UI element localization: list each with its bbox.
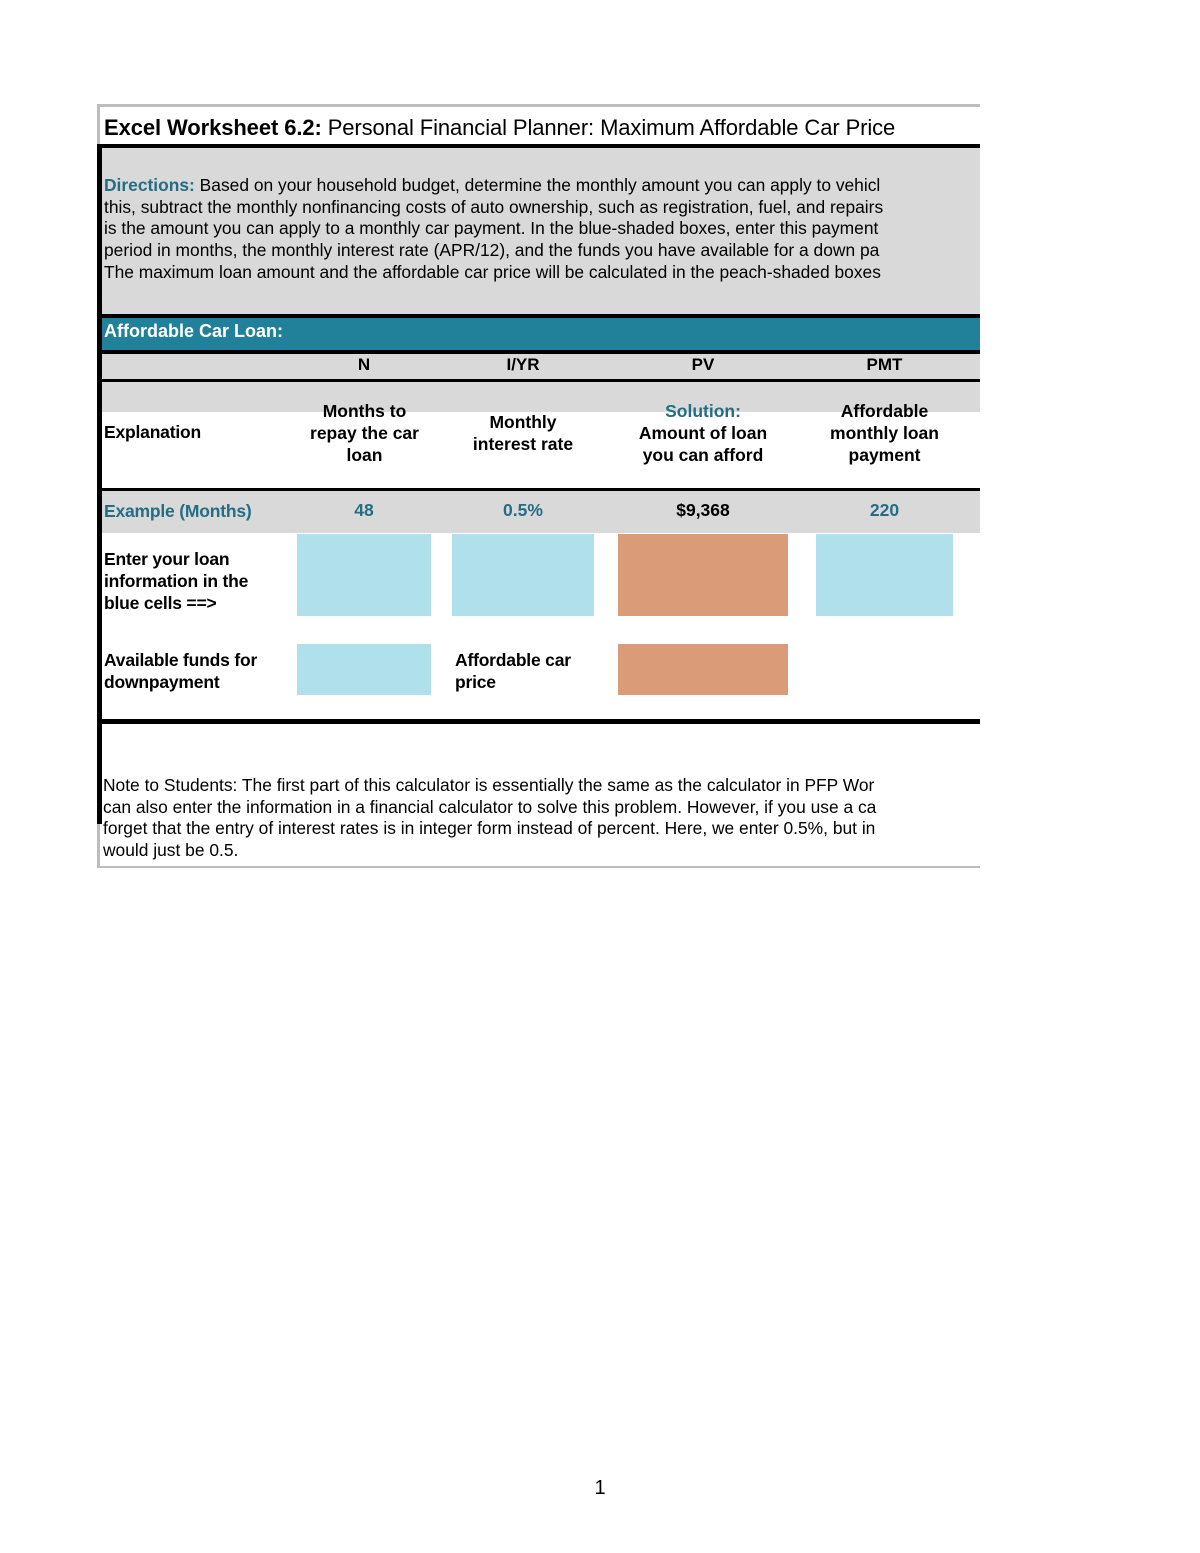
directions-line-4: period in months, the monthly interest rate (APR/12), and the funds you have available for a down pa [104,240,880,261]
car-price-label-line: price [455,672,496,692]
explanation-iyr-line: interest rate [472,434,574,454]
section-label: Affordable Car Loan: [104,321,284,341]
explanation-n-line: Months to [322,401,407,421]
explanation-pv-lead: Solution: [665,401,741,421]
example-pmt-value: 220 [869,500,900,520]
downpayment-label-line: downpayment [104,672,220,692]
page-number: 1 [594,1477,606,1499]
downpayment-label-line: Available funds for [104,650,258,670]
note-line-1: Note to Students: The first part of this calculator is essentially the same as the calculator in PFP Wor [103,775,875,795]
car-price-label-line: Affordable car [455,650,571,670]
example-label: Example (Months) [104,501,252,521]
explanation-iyr-line: Monthly [489,412,557,432]
entry-label-line: blue cells ==> [104,593,217,613]
explanation-pv-line: Amount of loan [638,423,768,443]
directions-line-5: The maximum loan amount and the affordable car price will be calculated in the peach-shaded boxes [104,261,881,282]
col-header-pmt: PMT [866,355,903,374]
top-border [97,104,980,107]
directions-line-2: this, subtract the monthly nonfinancing costs of auto ownership, such as registration, fuel, and repairs [104,196,884,217]
directions-lead: Directions: [104,175,195,195]
example-iyr-value: 0.5% [503,500,543,520]
title-bold: Excel Worksheet 6.2: [104,115,322,140]
explanation-label: Explanation [104,422,201,442]
example-n-value: 48 [354,500,374,520]
directions-line-3: is the amount you can apply to a monthly car payment. In the blue-shaded boxes, enter this payment [104,218,879,239]
explanation-n-line: loan [346,445,383,465]
explanation-pmt-line: monthly loan [830,423,939,443]
directions-line-1: Based on your household budget, determine the monthly amount you can apply to vehicl [194,175,881,195]
title-rest: Personal Financial Planner: Maximum Affordable Car Price [321,115,896,140]
note-to-students [103,775,980,862]
note-line-2: can also enter the information in a financial calculator to solve this problem. However, if you use a ca [103,796,877,817]
explanation-pv-line: you can afford [642,445,764,465]
note-line-3: forget that the entry of interest rates is in integer form instead of percent. Here, we enter 0.5%, but in [103,818,876,839]
explanation-pmt-line: payment [848,445,921,465]
entry-label-line: information in the [104,571,249,591]
explanation-pmt-line: Affordable [840,401,929,421]
note-line-4: would just be 0.5. [103,840,239,861]
worksheet [97,104,980,868]
col-header-n: N [357,355,371,374]
col-header-pv: PV [691,355,715,374]
table-frame [97,144,980,824]
bottom-border [97,866,980,868]
col-header-iyr: I/YR [506,355,540,374]
example-pv-value: $9,368 [676,500,730,520]
entry-label-line: Enter your loan [104,549,230,569]
worksheet-title [104,115,895,141]
explanation-n-line: repay the car [310,423,419,443]
